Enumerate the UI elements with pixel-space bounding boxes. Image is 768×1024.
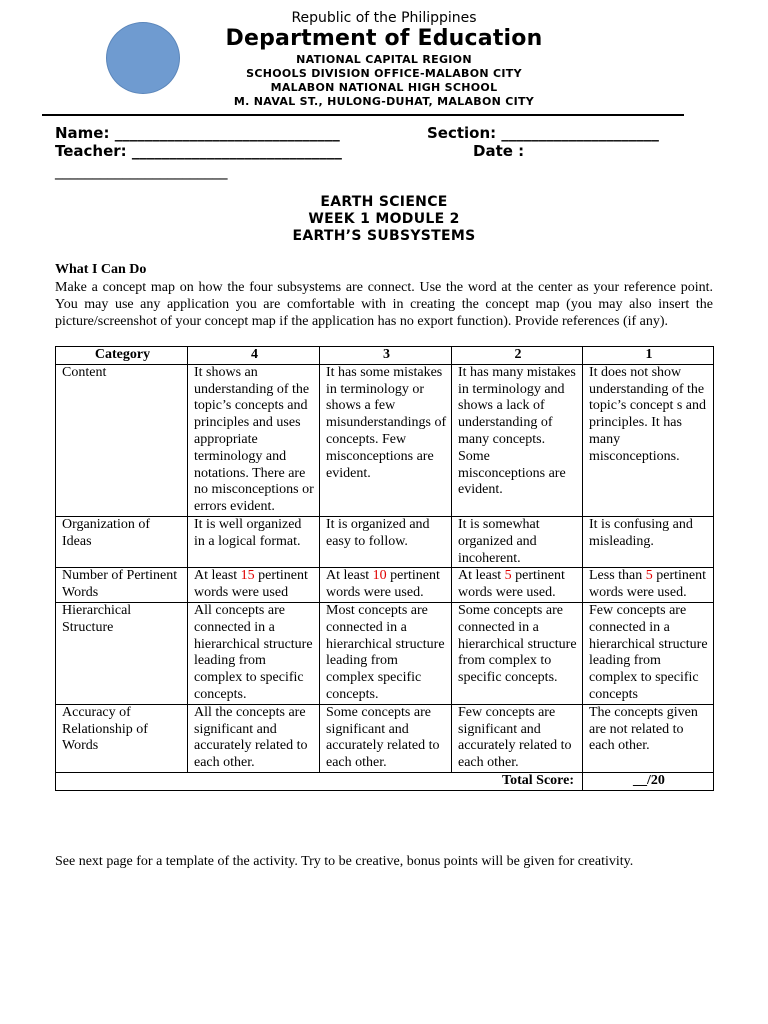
section-heading: What I Can Do (55, 262, 147, 277)
criteria-cell: The concepts given are not related to each other. (583, 704, 714, 772)
criteria-prefix: Less than (589, 568, 646, 584)
criteria-cell: Few concepts are connected in a hierarchical structure leading from complex to specific concepts (583, 602, 714, 704)
criteria-suffix: pertinent words were used. (458, 568, 565, 601)
criteria-cell: All concepts are connected in a hierarchical structure leading from complex to specific concepts. (188, 602, 320, 704)
category-cell: Accuracy of Relationship of Words (56, 704, 188, 772)
criteria-prefix: At least (194, 568, 241, 584)
header-score-3: 3 (320, 347, 452, 365)
name-field[interactable]: Name: ______________________________ (55, 124, 340, 142)
division-line: SCHOOLS DIVISION OFFICE-MALABON CITY (246, 67, 522, 80)
criteria-prefix: At least (458, 568, 505, 584)
criteria-cell: It does not show understanding of the topic’s concept s and principles. It has many misconceptions. (583, 364, 714, 516)
criteria-cell: It shows an understanding of the topic’s concepts and principles and uses appropriate terminology and notations. There are no misconceptions or errors evident. (188, 364, 320, 516)
criteria-suffix: pertinent words were used. (326, 568, 440, 601)
criteria-cell: It is confusing and misleading. (583, 516, 714, 567)
criteria-cell (320, 568, 452, 603)
criteria-cell: It has some mistakes in terminology or shows a few misunderstandings of concepts. Few misconceptions are evident. (320, 364, 452, 516)
header-divider (42, 114, 684, 116)
category-cell: Number of Pertinent Words (56, 568, 188, 603)
instructions-paragraph: Make a concept map on how the four subsystems are connect. Use the word at the center as your reference point. You may use any application you are comfortable with in creating the concept map (you may also insert the picture/screenshot of your concept map if the application has no export function). Provide references (if any). (55, 280, 713, 329)
address-line: M. NAVAL ST., HULONG-DUHAT, MALABON CITY (233, 95, 535, 108)
criteria-cell: It is somewhat organized and incoherent. (452, 516, 583, 567)
total-row (56, 772, 714, 790)
criteria-cell: It has many mistakes in terminology and shows a lack of understanding of many concepts. Some misconceptions are evident. (452, 364, 583, 516)
republic-heading: Republic of the Philippines (291, 10, 477, 26)
header-score-4: 4 (188, 347, 320, 365)
category-cell: Hierarchical Structure (56, 602, 188, 704)
table-row (56, 602, 714, 704)
word-count: 5 (645, 568, 653, 584)
rubric-table (55, 346, 714, 791)
table-row (56, 568, 714, 603)
total-score-value[interactable]: __/20 (583, 772, 714, 790)
department-heading: Department of Education (225, 26, 543, 51)
criteria-cell: Some concepts are connected in a hierarchical structure from complex to specific concepts. (452, 602, 583, 704)
word-count: 5 (504, 568, 512, 584)
criteria-suffix: pertinent words were used (194, 568, 308, 601)
criteria-cell: It is well organized in a logical format. (188, 516, 320, 567)
region-line: NATIONAL CAPITAL REGION (296, 53, 472, 66)
date-blank-line[interactable]: _______________________ (55, 162, 228, 180)
criteria-suffix: pertinent words were used. (589, 568, 707, 601)
criteria-cell (188, 568, 320, 603)
week-title: WEEK 1 MODULE 2 (308, 211, 460, 227)
word-count: 15 (240, 568, 255, 584)
word-count: 10 (372, 568, 387, 584)
criteria-cell: Few concepts are significant and accurately related to each other. (452, 704, 583, 772)
category-cell: Content (56, 364, 188, 516)
criteria-cell: It is organized and easy to follow. (320, 516, 452, 567)
table-row (56, 704, 714, 772)
section-field[interactable]: Section: _____________________ (427, 124, 659, 142)
criteria-cell (583, 568, 714, 603)
date-field[interactable]: Date : (473, 142, 525, 160)
category-cell: Organization of Ideas (56, 516, 188, 567)
criteria-prefix: At least (326, 568, 373, 584)
criteria-cell (452, 568, 583, 603)
table-row (56, 516, 714, 567)
subject-title: EARTH SCIENCE (320, 194, 448, 210)
teacher-field[interactable]: Teacher: ____________________________ (55, 142, 342, 160)
criteria-cell: Some concepts are significant and accurately related to each other. (320, 704, 452, 772)
criteria-cell: All the concepts are significant and accurately related to each other. (188, 704, 320, 772)
table-row (56, 364, 714, 516)
total-score-label: Total Score: (56, 772, 583, 790)
topic-title: EARTH’S SUBSYSTEMS (292, 228, 476, 244)
header-category: Category (56, 347, 188, 365)
criteria-cell: Most concepts are connected in a hierarchical structure leading from complex specific concepts. (320, 602, 452, 704)
footer-note: See next page for a template of the activity. Try to be creative, bonus points will be given for creativity. (55, 854, 634, 869)
rubric-header-row (56, 347, 714, 365)
school-line: MALABON NATIONAL HIGH SCHOOL (270, 81, 498, 94)
header-score-2: 2 (452, 347, 583, 365)
header-score-1: 1 (583, 347, 714, 365)
